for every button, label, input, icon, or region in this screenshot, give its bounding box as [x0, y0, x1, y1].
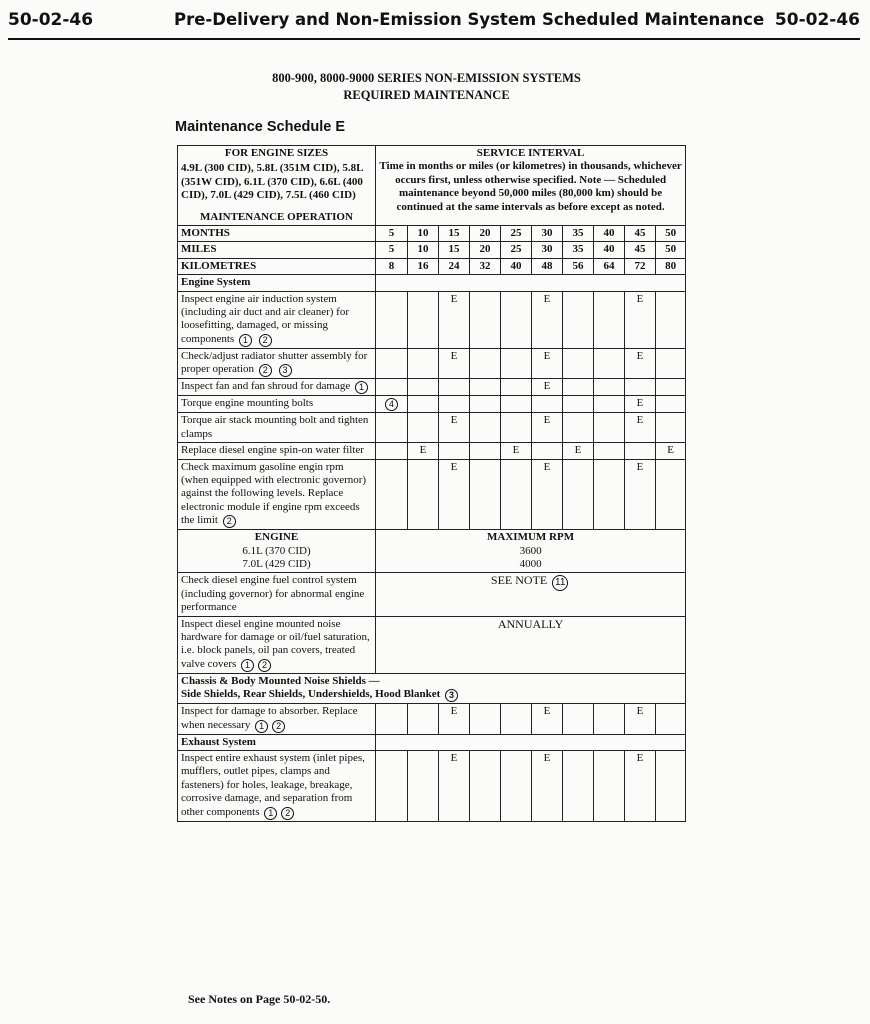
maintenance-schedule-table: [177, 145, 686, 822]
operation-row: [178, 379, 686, 396]
interval-mark: E: [625, 413, 656, 443]
months-label: MONTHS: [178, 226, 376, 242]
interval-empty: [501, 413, 532, 443]
note-circle-icon: 3: [445, 689, 458, 702]
engine-system-row: [178, 275, 686, 291]
noise-hardware-row: [178, 616, 686, 673]
interval-empty: [470, 704, 501, 734]
note-circle-icon: 2: [272, 720, 285, 733]
interval-empty: [563, 348, 594, 378]
interval-empty: [656, 459, 686, 530]
service-interval-title: SERVICE INTERVAL: [476, 147, 585, 159]
service-interval-cell: [376, 146, 686, 226]
exhaust-system-heading: Exhaust System: [178, 734, 376, 750]
kilometres-value: 72: [625, 258, 656, 274]
chassis-heading-2: Side Shields, Rear Shields, Undershields, Hood Blanket: [181, 688, 441, 701]
miles-value: 50: [656, 242, 686, 258]
interval-mark: E: [532, 704, 563, 734]
interval-empty: [594, 396, 625, 413]
interval-empty: [470, 459, 501, 530]
interval-empty: [563, 396, 594, 413]
interval-mark: E: [532, 459, 563, 530]
note-circle-icon: 3: [279, 364, 292, 377]
note-circle-icon: 1: [239, 334, 252, 347]
miles-value: 35: [563, 242, 594, 258]
interval-empty: [408, 348, 439, 378]
interval-empty: [501, 291, 532, 348]
operation-cell: [178, 379, 376, 396]
interval-empty: [408, 396, 439, 413]
kilometres-value: 80: [656, 258, 686, 274]
interval-mark: E: [625, 704, 656, 734]
interval-mark: E: [532, 413, 563, 443]
miles-value: 20: [470, 242, 501, 258]
absorber-row: [178, 704, 686, 734]
kilometres-row: [178, 258, 686, 274]
see-note-text: SEE NOTE: [490, 573, 548, 588]
interval-empty: [376, 751, 408, 822]
page-number-right: 50-02-46: [774, 10, 860, 30]
operation-text: Check/adjust radiator shutter assembly for proper operation: [181, 349, 368, 376]
interval-empty: [408, 291, 439, 348]
interval-empty: [470, 413, 501, 443]
engine-sizes-list: 4.9L (300 CID), 5.8L (351M CID), 5.8L (351W CID), 6.1L (370 CID), 6.6L (400 CID), 7.0L (429 CID), 7.5L (460 CID): [181, 162, 363, 202]
interval-empty: [470, 751, 501, 822]
months-value: 40: [594, 226, 625, 242]
interval-empty: [501, 348, 532, 378]
note-circle-icon: 1: [355, 381, 368, 394]
chassis-heading-row: [178, 673, 686, 703]
exhaust-text: Inspect entire exhaust system (inlet pipes, mufflers, outlet pipes, clamps and fasteners) for holes, leakage, breakage, corrosive damage, and separation from other components: [181, 752, 365, 818]
note-circle-icon: 4: [385, 398, 398, 411]
interval-empty: [408, 379, 439, 396]
miles-value: 25: [501, 242, 532, 258]
interval-mark: E: [625, 396, 656, 413]
interval-empty: [439, 379, 470, 396]
interval-empty: [501, 751, 532, 822]
interval-mark: E: [532, 751, 563, 822]
interval-empty: [376, 379, 408, 396]
interval-mark: E: [532, 348, 563, 378]
kilometres-value: 56: [563, 258, 594, 274]
operation-row: [178, 291, 686, 348]
interval-empty: [376, 348, 408, 378]
interval-empty: [563, 413, 594, 443]
interval-empty: [594, 751, 625, 822]
exhaust-op: [178, 751, 376, 822]
interval-mark: E: [439, 291, 470, 348]
fuel-control-op: Check diesel engine fuel control system (including governor) for abnormal engine performance: [178, 573, 376, 616]
interval-mark: E: [501, 443, 532, 459]
interval-empty: [594, 704, 625, 734]
operation-row: [178, 396, 686, 413]
interval-mark: E: [532, 379, 563, 396]
series-line-2: REQUIRED MAINTENANCE: [343, 88, 510, 102]
engine-sizes-heading: FOR ENGINE SIZES: [224, 147, 329, 159]
maintenance-operation-label: MAINTENANCE OPERATION: [200, 210, 353, 223]
kilometres-value: 24: [439, 258, 470, 274]
interval-note: [376, 396, 408, 413]
exhaust-row: [178, 751, 686, 822]
interval-empty: [625, 379, 656, 396]
kilometres-value: 40: [501, 258, 532, 274]
absorber-text: Inspect for damage to absorber. Replace when necessary: [181, 705, 358, 731]
interval-empty: [656, 751, 686, 822]
interval-empty: [563, 704, 594, 734]
interval-empty: [408, 751, 439, 822]
interval-empty: [656, 379, 686, 396]
operation-text: Inspect fan and fan shroud for damage: [181, 380, 351, 393]
footer-note: See Notes on Page 50-02-50.: [188, 992, 331, 1006]
miles-value: 15: [439, 242, 470, 258]
note-circle-icon: 1: [241, 659, 254, 672]
miles-row: [178, 242, 686, 258]
interval-mark: E: [439, 704, 470, 734]
interval-mark: E: [625, 348, 656, 378]
interval-empty: [376, 704, 408, 734]
max-rpm-1: 3600: [519, 544, 542, 557]
note-circle-icon: 2: [223, 515, 236, 528]
series-heading: [0, 70, 853, 104]
interval-empty: [532, 396, 563, 413]
interval-empty: [408, 413, 439, 443]
miles-value: 30: [532, 242, 563, 258]
interval-mark: E: [625, 291, 656, 348]
interval-empty: [656, 704, 686, 734]
operation-text: Torque air stack mounting bolt and tighten clamps: [181, 414, 369, 440]
interval-empty: [625, 443, 656, 459]
months-value: 10: [408, 226, 439, 242]
interval-empty: [470, 291, 501, 348]
rpm-engine-1: 6.1L (370 CID): [242, 544, 311, 557]
interval-empty: [439, 396, 470, 413]
interval-empty: [501, 379, 532, 396]
operation-cell: [178, 348, 376, 378]
interval-empty: [594, 413, 625, 443]
months-value: 35: [563, 226, 594, 242]
interval-empty: [656, 413, 686, 443]
interval-empty: [439, 443, 470, 459]
kilometres-value: 64: [594, 258, 625, 274]
interval-empty: [594, 379, 625, 396]
interval-mark: E: [563, 443, 594, 459]
service-interval-text: Time in months or miles (or kilometres) in thousands, whichever occurs first, unless otherwise specified. Note — Scheduled maintenance beyond 50,000 miles (80,000 km) should be continued at the same intervals as before except as noted.: [379, 160, 682, 213]
engine-system-heading: Engine System: [178, 275, 376, 291]
operation-text: Inspect engine air induction system (including air duct and air cleaner) for loosefitting, damaged, or missing components: [181, 292, 349, 345]
interval-mark: E: [439, 413, 470, 443]
interval-empty: [408, 459, 439, 530]
miles-value: 5: [376, 242, 408, 258]
interval-empty: [501, 459, 532, 530]
months-value: 5: [376, 226, 408, 242]
note-circle-icon: 2: [281, 807, 294, 820]
absorber-op: [178, 704, 376, 734]
interval-empty: [594, 291, 625, 348]
interval-mark: E: [408, 443, 439, 459]
interval-empty: [594, 459, 625, 530]
kilometres-value: 48: [532, 258, 563, 274]
interval-mark: E: [625, 751, 656, 822]
interval-empty: [501, 704, 532, 734]
months-value: 25: [501, 226, 532, 242]
interval-empty: [532, 443, 563, 459]
interval-empty: [594, 348, 625, 378]
interval-empty: [656, 291, 686, 348]
note-circle-icon: 1: [264, 807, 277, 820]
noise-hardware-op: [178, 616, 376, 673]
operation-cell: [178, 291, 376, 348]
interval-empty: [656, 348, 686, 378]
interval-empty: [470, 443, 501, 459]
miles-value: 40: [594, 242, 625, 258]
months-row: [178, 226, 686, 242]
fuel-control-row: [178, 573, 686, 616]
months-value: 30: [532, 226, 563, 242]
miles-value: 10: [408, 242, 439, 258]
page-number-left: 50-02-46: [8, 10, 94, 30]
operation-text: Check maximum gasoline engin rpm (when equipped with electronic governor) against the following levels. Replace electronic module if engine rpm exceeds the limit: [181, 460, 367, 527]
note-circle-icon: 2: [258, 659, 271, 672]
interval-empty: [563, 751, 594, 822]
kilometres-value: 16: [408, 258, 439, 274]
header-row: [178, 146, 686, 226]
interval-mark: E: [439, 459, 470, 530]
operation-text: Replace diesel engine spin-on water filter: [181, 444, 364, 457]
months-value: 45: [625, 226, 656, 242]
operation-row: [178, 443, 686, 459]
months-value: 50: [656, 226, 686, 242]
see-note-cell: [376, 573, 686, 616]
interval-mark: E: [439, 348, 470, 378]
chassis-heading: [178, 673, 686, 703]
interval-empty: [376, 413, 408, 443]
interval-empty: [376, 443, 408, 459]
interval-empty: [563, 379, 594, 396]
note-circle-icon: 2: [259, 364, 272, 377]
interval-mark: E: [532, 291, 563, 348]
months-value: 15: [439, 226, 470, 242]
interval-mark: E: [439, 751, 470, 822]
note-circle-icon: 1: [255, 720, 268, 733]
noise-hardware-text: Inspect diesel engine mounted noise hardware for damage or oil/fuel saturation, i.e. block panels, oil pan covers, treated valve covers: [181, 617, 370, 670]
miles-label: MILES: [178, 242, 376, 258]
note-circle-icon: 2: [259, 334, 272, 347]
rpm-engine-2: 7.0L (429 CID): [242, 557, 311, 570]
chassis-heading-1: Chassis & Body Mounted Noise Shields —: [181, 674, 380, 687]
interval-mark: E: [625, 459, 656, 530]
operation-cell: [178, 396, 376, 413]
interval-mark: E: [656, 443, 686, 459]
kilometres-value: 8: [376, 258, 408, 274]
schedule-title: Maintenance Schedule E: [175, 119, 346, 135]
months-value: 20: [470, 226, 501, 242]
operation-row: [178, 413, 686, 443]
interval-empty: [656, 396, 686, 413]
interval-empty: [563, 459, 594, 530]
rpm-engine-heading: ENGINE: [254, 531, 299, 544]
operation-cell: [178, 459, 376, 530]
max-rpm-cell: [376, 530, 686, 573]
interval-empty: [408, 704, 439, 734]
note-11-circle-icon: 11: [552, 575, 568, 591]
operation-cell: [178, 413, 376, 443]
page-header: [8, 8, 860, 40]
exhaust-heading-row: [178, 734, 686, 750]
max-rpm-heading: MAXIMUM RPM: [487, 531, 575, 544]
miles-value: 45: [625, 242, 656, 258]
interval-empty: [501, 396, 532, 413]
interval-empty: [376, 459, 408, 530]
series-line-1: 800-900, 8000-9000 SERIES NON-EMISSION SYSTEMS: [272, 71, 581, 85]
operation-text: Torque engine mounting bolts: [181, 397, 314, 410]
operation-cell: [178, 443, 376, 459]
engine-sizes-cell: [178, 146, 376, 226]
interval-empty: [376, 291, 408, 348]
interval-empty: [594, 443, 625, 459]
operation-row: [178, 459, 686, 530]
operation-row: [178, 348, 686, 378]
kilometres-value: 32: [470, 258, 501, 274]
annually-cell: ANNUALLY: [376, 616, 686, 673]
rpm-table-row: [178, 530, 686, 573]
rpm-engine-cell: [178, 530, 376, 573]
interval-empty: [470, 396, 501, 413]
interval-empty: [470, 379, 501, 396]
page-title: Pre-Delivery and Non-Emission System Scheduled Maintenance: [174, 10, 765, 29]
max-rpm-2: 4000: [519, 557, 542, 570]
interval-empty: [470, 348, 501, 378]
interval-empty: [563, 291, 594, 348]
kilometres-label: KILOMETRES: [178, 258, 376, 274]
